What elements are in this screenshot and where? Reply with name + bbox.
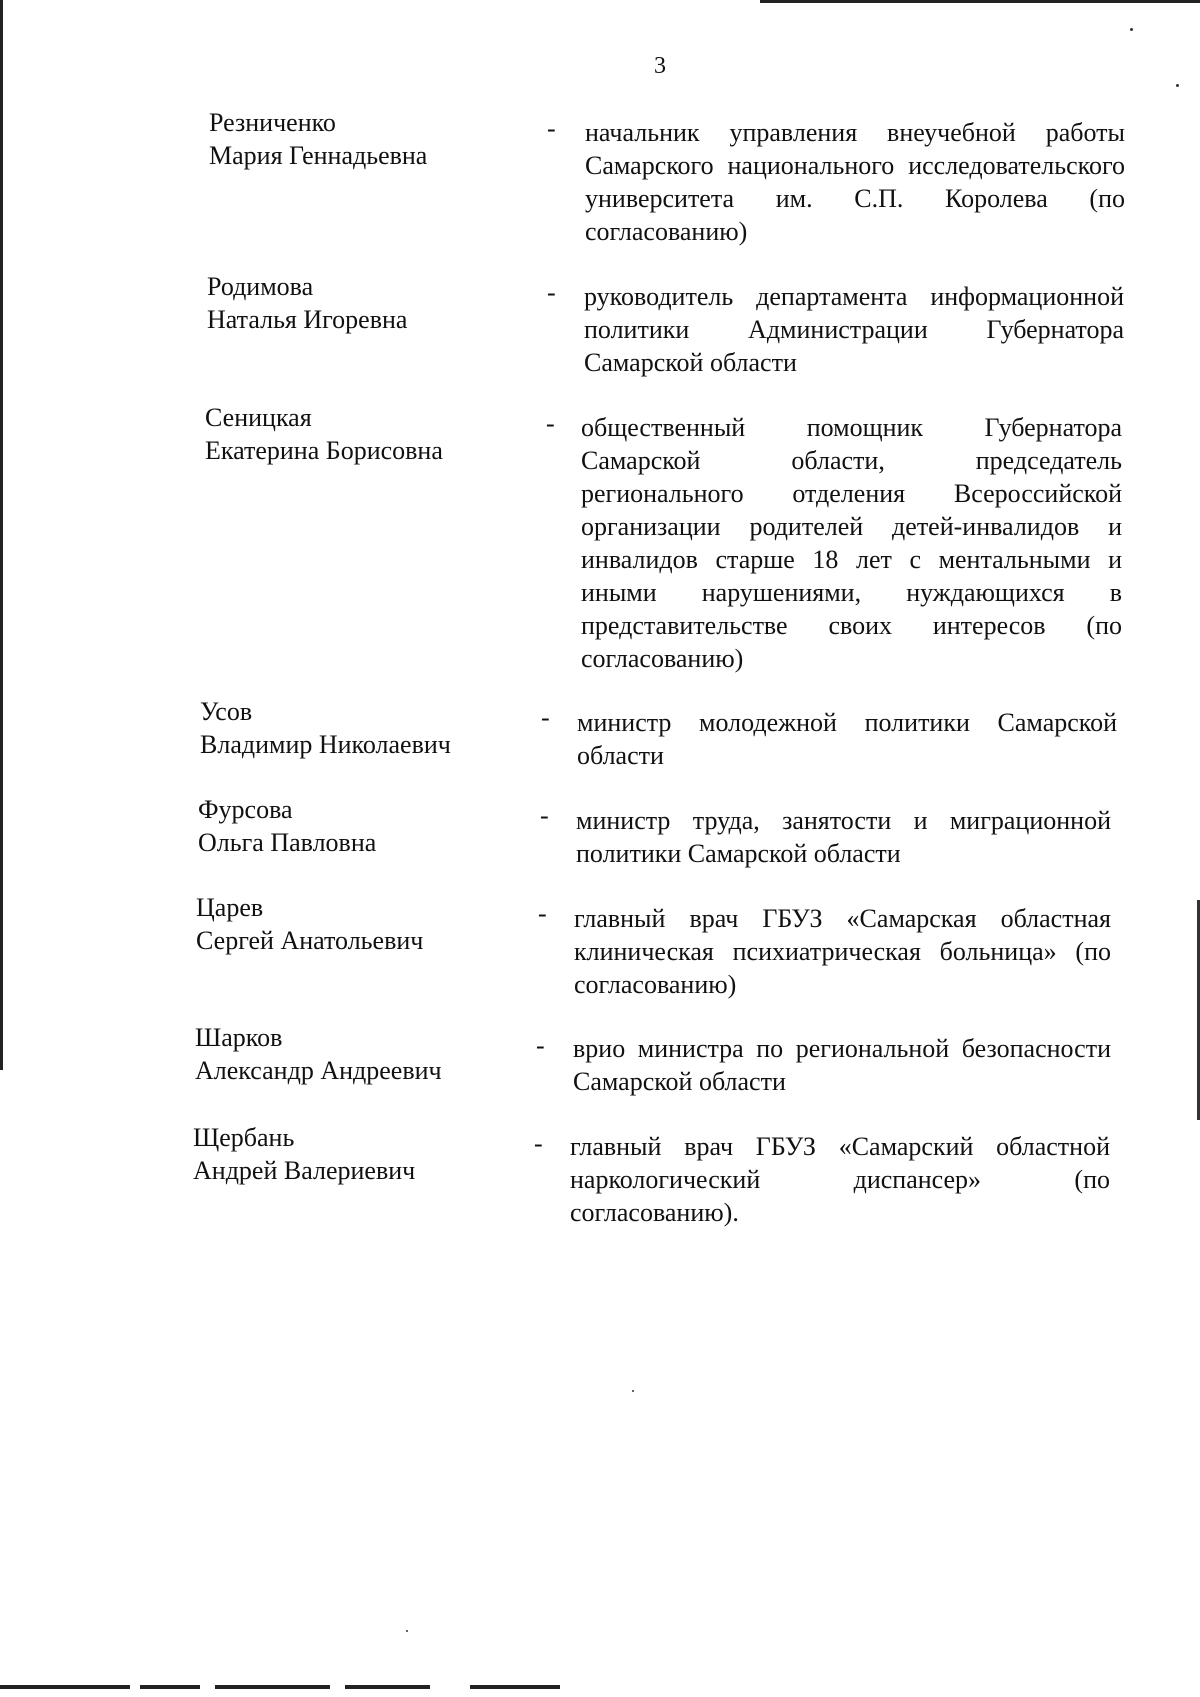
- separator-dash: -: [536, 1031, 545, 1060]
- person-name: [205, 401, 443, 467]
- person-name: [209, 106, 427, 172]
- separator-dash: -: [546, 409, 555, 438]
- person-name: [207, 270, 407, 336]
- surname: Родимова: [207, 272, 314, 301]
- surname: Царев: [196, 893, 264, 922]
- person-name: [196, 891, 423, 957]
- person-name: [195, 1021, 442, 1087]
- surname: Сеницкая: [205, 403, 312, 432]
- scan-speck: [1130, 28, 1133, 31]
- surname: Фурсова: [198, 795, 293, 824]
- scan-speck: [632, 1390, 634, 1392]
- scan-edge-bottom: [0, 1685, 560, 1689]
- separator-dash: -: [540, 801, 549, 830]
- position-description: главный врач ГБУЗ «Самарская областная клиническая психиатрическая больница» (по согласованию): [574, 904, 1111, 999]
- surname: Резниченко: [209, 108, 336, 137]
- separator-dash: -: [547, 278, 556, 307]
- person-name: [198, 793, 376, 859]
- given-names: Ольга Павловна: [198, 828, 377, 857]
- scan-edge-top: [760, 0, 1200, 3]
- person-name: [200, 695, 451, 761]
- separator-dash: -: [541, 703, 550, 732]
- position-description: главный врач ГБУЗ «Самарский областной наркологический диспансер» (по согласованию).: [570, 1132, 1110, 1227]
- given-names: Андрей Валериевич: [193, 1156, 416, 1185]
- person-name: [193, 1121, 415, 1187]
- given-names: Мария Геннадьевна: [209, 141, 428, 170]
- surname: Шарков: [195, 1023, 283, 1052]
- separator-dash: -: [547, 114, 556, 143]
- position-description: министр труда, занятости и миграционной политики Самарской области: [576, 806, 1111, 868]
- scan-edge-left: [0, 0, 3, 1070]
- given-names: Владимир Николаевич: [200, 730, 451, 759]
- scan-speck: [1176, 84, 1179, 87]
- separator-dash: -: [534, 1129, 543, 1158]
- given-names: Сергей Анатольевич: [196, 926, 424, 955]
- page-number: 3: [654, 53, 666, 79]
- given-names: Наталья Игоревна: [207, 305, 408, 334]
- position-description: врио министра по региональной безопасности Самарской области: [573, 1034, 1111, 1096]
- position-description: начальник управления внеучебной работы Самарского национального исследовательского университета им. С.П. Королева (по согласованию): [585, 118, 1125, 246]
- surname: Щербань: [193, 1123, 295, 1152]
- position-description: общественный помощник Губернатора Самарской области, председатель регионального отделения Всероссийской организации родителей детей-инвалидов и инвалидов старше 18 лет с ментальными и иными нарушениями, нуждающихся в представительстве своих интересов (по согласованию): [581, 413, 1122, 673]
- position-description: руководитель департамента информационной политики Администрации Губернатора Самарской области: [584, 282, 1124, 377]
- given-names: Александр Андреевич: [195, 1056, 442, 1085]
- separator-dash: -: [538, 899, 547, 928]
- position-description: министр молодежной политики Самарской области: [577, 708, 1117, 770]
- scan-speck: [406, 1630, 408, 1632]
- surname: Усов: [200, 697, 253, 726]
- given-names: Екатерина Борисовна: [205, 436, 443, 465]
